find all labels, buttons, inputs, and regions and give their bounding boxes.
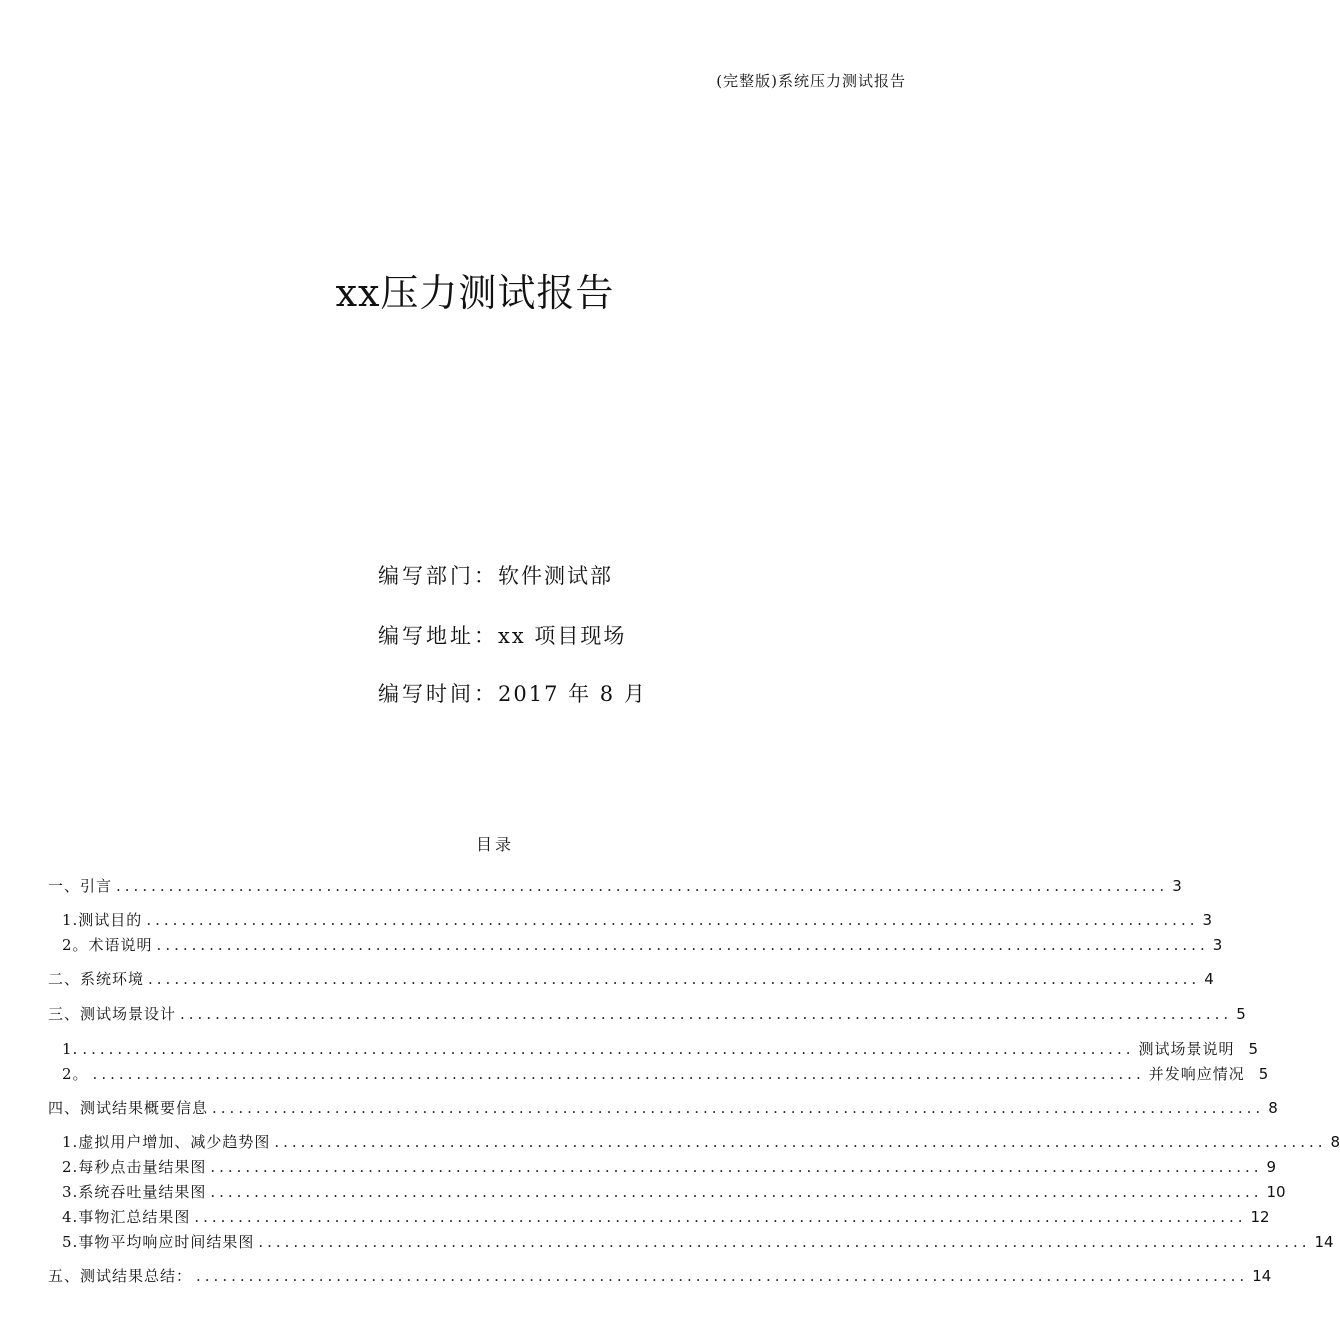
toc-entry-number: 4. [62,1208,79,1226]
toc-entry-page: 14 [1252,1267,1272,1285]
toc-heading: 目录 [475,835,514,854]
toc-entry[interactable] [48,1265,1272,1286]
toc-entry[interactable] [62,1038,1259,1059]
toc-entry[interactable] [62,1156,1277,1177]
toc-entry-label: 三、测试场景设计 [48,1005,177,1023]
toc-entry-page: 5 [1236,1005,1246,1023]
toc-entry-page: 3 [1172,877,1182,895]
toc-entry-number: 2。 [62,1065,89,1083]
toc-entry[interactable] [62,1131,1340,1152]
toc-entry-page: 12 [1250,1208,1270,1226]
toc-leader: ........................................................................................................................ [210,1183,1263,1201]
running-header: (完整版)系统压力测试报告 [716,72,906,90]
meta-address [378,620,626,650]
toc-leader: ........................................................................................................................ [212,1099,1265,1117]
toc-leader: ........................................................................................................................ [210,1158,1263,1176]
toc-entry-page: 8 [1330,1133,1340,1151]
toc-entry-label: 1.测试目的 [62,911,143,929]
toc-entry-page: 9 [1266,1158,1277,1176]
toc-entry-number: 1. [62,1040,79,1058]
report-title: xx压力测试报告 [335,271,615,315]
toc-entry-number: 2. [62,1158,79,1176]
meta-department [378,560,613,590]
toc-entry-label: 一、引言 [48,877,113,895]
toc-leader: ........................................................................................................................ [148,970,1201,988]
toc-leader: ........................................................................................................................ [146,911,1199,929]
toc-entry[interactable] [48,875,1182,896]
toc-leader: ........................................................................................................................ [116,877,1169,895]
toc-entry[interactable] [62,1181,1286,1202]
toc-entry-page: 10 [1266,1183,1286,1201]
toc-entry-label: 五、测试结果总结： [48,1267,193,1285]
toc-leader: ........................................................................................................................ [156,936,1209,954]
toc-entry-label: 二、系统环境 [48,970,145,988]
toc-entry-label: 虚拟用户增加、减少趋势图 [78,1133,271,1151]
toc-entry-label: 事物汇总结果图 [78,1208,191,1226]
toc-entry-number: 1. [62,1133,79,1151]
toc-leader: ........................................................................................................................ [180,1005,1233,1023]
toc-leader: ........................................................................................................................ [258,1233,1311,1251]
toc-entry[interactable] [62,1206,1270,1227]
meta-department-value: 软件测试部 [498,564,613,588]
toc-entry-label: 系统吞吐量结果图 [78,1183,207,1201]
toc-entry[interactable] [62,909,1213,930]
toc-entry-page: 5 [1248,1040,1259,1058]
toc-entry-label: 事物平均响应时间结果图 [78,1233,255,1251]
toc-entry-page: 3 [1202,911,1213,929]
toc-entry-page: 4 [1204,970,1214,988]
toc-entry-label: 每秒点击量结果图 [78,1158,207,1176]
toc-leader: ........................................................................................................................ [196,1267,1249,1285]
toc-entry[interactable] [48,1097,1278,1118]
toc-entry[interactable] [62,934,1223,955]
meta-date-value: 2017 年 8 月 [498,682,647,706]
toc-entry[interactable] [48,1003,1246,1024]
meta-date-label: 编写时间： [378,682,498,706]
toc-leader: ........................................................................................................................ [82,1040,1135,1058]
toc-entry[interactable] [62,1231,1334,1252]
toc-entry-page: 3 [1212,936,1223,954]
toc-entry-label: 测试场景说明 [1138,1040,1235,1058]
meta-department-label: 编写部门： [378,564,498,588]
toc-entry-page: 14 [1314,1233,1334,1251]
meta-address-value: xx 项目现场 [498,624,627,648]
toc-leader: ........................................................................................................................ [274,1133,1327,1151]
toc-leader: ........................................................................................................................ [194,1208,1247,1226]
toc-entry-page: 8 [1268,1099,1278,1117]
meta-address-label: 编写地址： [378,624,498,648]
toc-entry-number: 3. [62,1183,79,1201]
toc-entry-label: 2。术语说明 [62,936,153,954]
toc-entry-number: 5. [62,1233,79,1251]
meta-date [378,678,647,708]
toc-entry[interactable] [62,1063,1269,1084]
toc-entry[interactable] [48,968,1214,989]
toc-entry-label: 并发响应情况 [1148,1065,1245,1083]
toc-leader: ........................................................................................................................ [92,1065,1145,1083]
toc-entry-label: 四、测试结果概要信息 [48,1099,209,1117]
toc-entry-page: 5 [1258,1065,1269,1083]
